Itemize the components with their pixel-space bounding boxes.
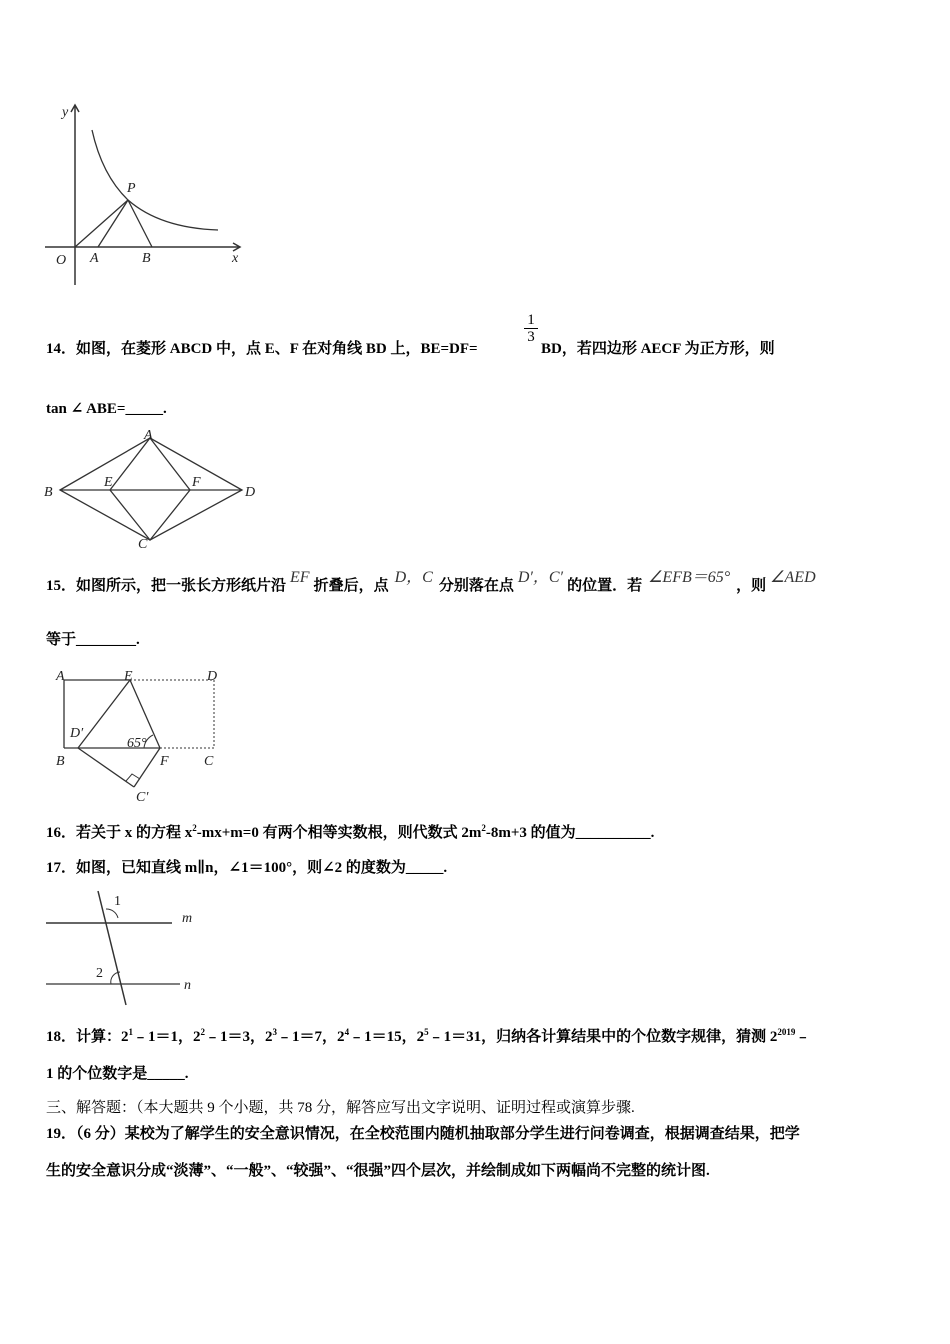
rhombus-b-label: B [44,485,53,500]
q16-line [46,821,654,842]
q18-exp-6: 2019 [777,1027,796,1037]
rhombus-c-label: C [138,537,148,552]
q15-math-angle-aed: ∠AED [770,569,816,586]
line-n-label: n [184,978,191,993]
q19-line1: 19．（6 分）某校为了解学生的安全意识情况，在全校范围内随机抽取部分学生进行问卷调查，根据调查结果，把学 [46,1126,800,1142]
fold-c-label: C [204,754,214,769]
figure-hyperbola [40,100,250,290]
q17-line: 17．如图，已知直线 m∥n，∠1＝100°，则∠2 的度数为_____. [46,860,448,876]
q18-exp-3: 3 [272,1027,278,1037]
q19-line2: 生的安全意识分成“淡薄”、“一般”、“较强”、“很强”四个层次，并绘制成如下两幅尚不完整的统计图. [46,1163,710,1179]
fraction-one-third [524,312,538,345]
fraction-denominator: 3 [527,329,535,345]
q18-text-3: ﹣1＝7，2 [277,1029,345,1045]
y-axis-label: y [62,105,69,120]
q18-exp-5: 5 [424,1027,429,1037]
figure-folded-rectangle [52,665,232,805]
q18-text-1: ﹣1＝1，2 [133,1029,201,1045]
angle-1-label: 1 [114,894,121,909]
q14-line2: tan ∠ ABE=_____. [46,401,167,417]
rhombus-d-label: D [245,485,256,500]
q16-sup-2: 2 [481,823,486,833]
fold-dprime-label: D′ [70,726,84,741]
rhombus-f-label: F [192,475,201,490]
q18-exp-4: 4 [344,1027,350,1037]
rhombus-e-label: E [104,475,113,490]
q15-line1 [46,569,816,595]
q16-text-a: 16．若关于 x 的方程 x [46,825,193,841]
point-p-label: P [127,181,136,196]
q15-text-5: ，则 [736,578,767,594]
line-m-label: m [182,911,193,926]
q18-exp-1: 1 [128,1027,134,1037]
q15-math-ef: EF [290,569,310,586]
q18-text-0: 18．计算：2 [46,1029,129,1045]
q15-line2: 等于________. [46,632,140,648]
fold-f-label: F [160,754,169,769]
fraction-numerator: 1 [527,312,535,328]
q15-text-4: 的位置．若 [567,578,643,594]
q18-line2: 1 的个位数字是_____. [46,1066,189,1082]
fold-angle-label: 65° [127,736,147,751]
origin-label: O [56,253,67,268]
figure-rhombus [40,428,265,553]
figure-parallel-lines [40,885,220,1010]
q15-math-dc: D，C [394,569,433,586]
fold-e-label: E [124,669,133,684]
point-a-label: A [90,251,99,266]
q15-math-angle-efb: ∠EFB＝65° [648,569,731,586]
q18-text-2: ﹣1＝3，2 [205,1029,273,1045]
q15-text-2: 折叠后，点 [313,578,389,594]
q18-line1 [46,1025,810,1046]
q18-exp-2: 2 [200,1027,206,1037]
x-axis-label: x [232,251,239,266]
fold-cprime-label: C′ [136,790,149,805]
q18-text-5: ﹣1＝31，归纳各计算结果中的个位数字规律，猜测 2 [428,1029,778,1045]
q14-line1-b: BD，若四边形 AECF 为正方形，则 [541,341,775,357]
fold-d-label: D [207,669,218,684]
q16-text-c: -8m+3 的值为__________. [485,825,655,841]
angle-2-label: 2 [96,966,103,981]
q14-line1-a: 14．如图，在菱形 ABCD 中，点 E、F 在对角线 BD 上，BE=DF= [46,341,478,357]
q15-text-1: 15．如图所示，把一张长方形纸片沿 [46,578,287,594]
q16-sup-1: 2 [192,823,197,833]
q15-math-dpcp: D′，C′ [517,569,564,586]
q16-text-b: -mx+m=0 有两个相等实数根，则代数式 2m [196,825,482,841]
q15-text-3: 分别落在点 [438,578,514,594]
rhombus-a-label: A [144,428,153,443]
q18-text-6: ﹣ [795,1029,811,1045]
section-3-heading: 三、解答题：（本大题共 9 个小题，共 78 分，解答应写出文字说明、证明过程或演算步骤. [46,1100,635,1116]
q18-text-4: ﹣1＝15，2 [349,1029,425,1045]
fold-b-label: B [56,754,65,769]
fold-a-label: A [56,669,65,684]
point-b-label: B [142,251,151,266]
